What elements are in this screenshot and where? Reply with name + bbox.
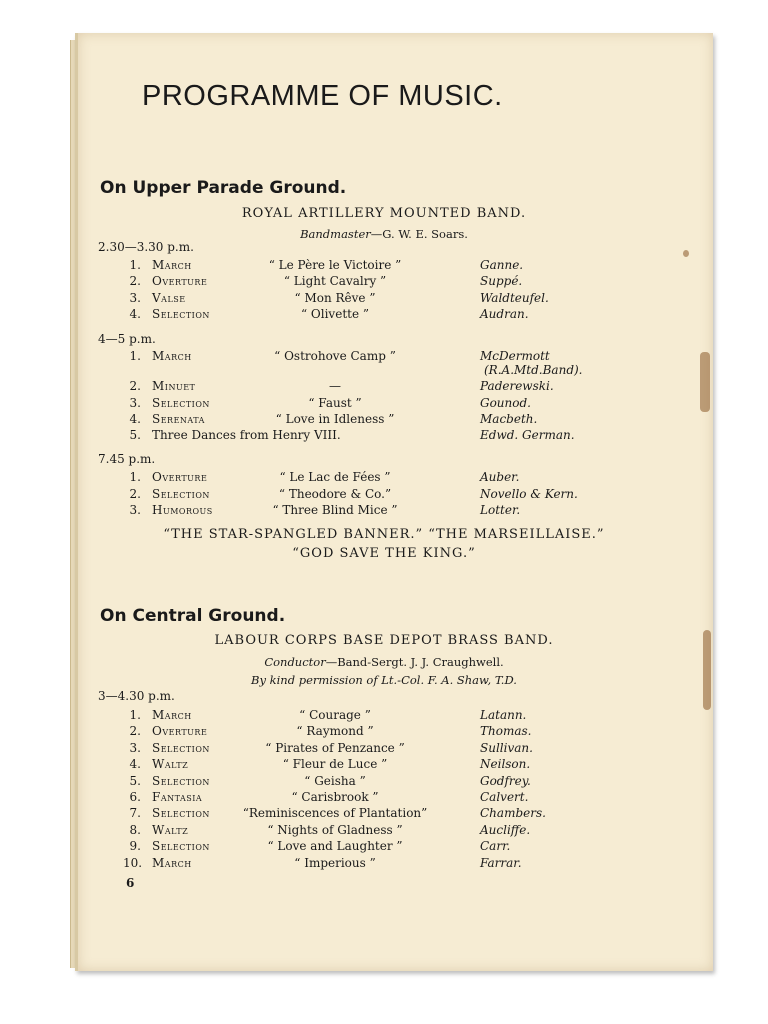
item-number: 2. bbox=[129, 274, 141, 289]
programme-item bbox=[0, 379, 768, 395]
session-time: 3—4.30 p.m. bbox=[98, 689, 175, 703]
page-title: PROGRAMME OF MUSIC. bbox=[142, 80, 503, 112]
item-number: 3. bbox=[129, 395, 141, 410]
item-composer: Audran. bbox=[480, 306, 529, 321]
programme-item bbox=[0, 724, 768, 740]
programme-item bbox=[0, 349, 768, 377]
item-number: 4. bbox=[129, 757, 141, 772]
bandmaster-line: Bandmaster—G. W. E. Soars. bbox=[300, 227, 468, 241]
programme-item bbox=[0, 412, 768, 428]
item-piece: “ Theodore & Co.” bbox=[278, 486, 392, 501]
page-number: 6 bbox=[126, 876, 135, 890]
item-composer: Sullivan. bbox=[480, 740, 533, 755]
section-heading-upper-parade: On Upper Parade Ground. bbox=[100, 178, 347, 198]
item-type: Overture bbox=[152, 724, 208, 739]
item-piece: “ Mon Rêve ” bbox=[294, 290, 376, 305]
programme-item bbox=[0, 470, 768, 486]
item-composer-note: (R.A.Mtd.Band). bbox=[484, 363, 583, 377]
programme-item bbox=[0, 258, 768, 274]
item-piece: “ Nights of Gladness ” bbox=[267, 822, 403, 837]
programme-item bbox=[0, 487, 768, 503]
conductor-line: Conductor—Band-Sergt. J. J. Craughwell. bbox=[264, 655, 504, 669]
item-number: 1. bbox=[129, 708, 141, 722]
item-type: Waltz bbox=[152, 822, 189, 837]
item-composer: Neilson. bbox=[480, 757, 531, 772]
programme-item bbox=[0, 823, 768, 839]
programme-item bbox=[0, 708, 768, 724]
item-piece: “ Love and Laughter ” bbox=[267, 839, 403, 854]
item-composer: Edwd. German. bbox=[480, 428, 575, 443]
item-composer: Latann. bbox=[480, 708, 527, 722]
item-number: 2. bbox=[129, 486, 141, 501]
item-composer: McDermott bbox=[480, 349, 550, 363]
anthems-line: “GOD SAVE THE KING.” bbox=[292, 546, 476, 561]
item-piece: “ Carisbrook ” bbox=[291, 790, 379, 804]
item-piece: “ Love in Idleness ” bbox=[275, 411, 395, 426]
programme-item bbox=[0, 428, 768, 444]
item-piece: “Reminiscences of Plantation” bbox=[242, 806, 428, 821]
item-piece: “ Olivette ” bbox=[300, 306, 370, 321]
programme-item bbox=[0, 291, 768, 307]
item-composer: Calvert. bbox=[480, 790, 529, 804]
session-time: 2.30—3.30 p.m. bbox=[98, 240, 194, 254]
item-composer: Suppé. bbox=[480, 274, 523, 289]
item-number: 1. bbox=[129, 470, 141, 484]
band-name: LABOUR CORPS BASE DEPOT BRASS BAND. bbox=[214, 633, 554, 648]
item-piece: “ Le Père le Victoire ” bbox=[268, 258, 402, 272]
item-number: 7. bbox=[129, 806, 141, 821]
item-composer: Farrar. bbox=[480, 855, 522, 870]
item-type: Waltz bbox=[152, 757, 189, 772]
item-piece: “ Imperious ” bbox=[294, 855, 376, 870]
item-type: Humorous bbox=[152, 503, 213, 517]
item-number: 2. bbox=[129, 724, 141, 739]
band-name: ROYAL ARTILLERY MOUNTED BAND. bbox=[241, 206, 527, 221]
session-time: 4—5 p.m. bbox=[98, 332, 156, 346]
item-number: 6. bbox=[129, 790, 141, 804]
item-type: Overture bbox=[152, 470, 208, 484]
item-piece: “ Three Blind Mice ” bbox=[272, 503, 398, 517]
item-composer: Carr. bbox=[480, 839, 511, 854]
item-number: 5. bbox=[129, 773, 141, 788]
item-piece: “ Fleur de Luce ” bbox=[282, 757, 388, 772]
item-number: 3. bbox=[129, 503, 141, 517]
item-number: 3. bbox=[129, 290, 141, 305]
programme-item bbox=[0, 503, 768, 519]
programme-item bbox=[0, 757, 768, 773]
item-composer: Chambers. bbox=[480, 806, 546, 821]
item-composer: Thomas. bbox=[480, 724, 532, 739]
item-type: Selection bbox=[152, 306, 210, 321]
permission-line: By kind permission of Lt.-Col. F. A. Shaw, T.D. bbox=[251, 673, 517, 687]
item-composer: Novello & Kern. bbox=[480, 486, 578, 501]
programme-item bbox=[0, 741, 768, 757]
item-piece: “ Light Cavalry ” bbox=[283, 274, 387, 289]
item-composer: Lotter. bbox=[480, 503, 521, 517]
item-piece: “ Geisha ” bbox=[304, 773, 366, 788]
item-type: Selection bbox=[152, 839, 210, 854]
programme-item bbox=[0, 790, 768, 806]
item-piece: “ Raymond ” bbox=[296, 724, 374, 739]
programme-item bbox=[0, 806, 768, 822]
stain-mark bbox=[683, 250, 689, 257]
programme-item bbox=[0, 856, 768, 872]
item-piece: “ Ostrohove Camp ” bbox=[274, 349, 396, 363]
item-type: March bbox=[152, 349, 192, 363]
item-composer: Paderewski. bbox=[480, 379, 554, 394]
item-type: March bbox=[152, 708, 192, 722]
item-type: March bbox=[152, 258, 192, 272]
item-type: Overture bbox=[152, 274, 208, 289]
item-piece: “ Pirates of Penzance ” bbox=[265, 740, 405, 755]
item-type: Valse bbox=[152, 290, 186, 305]
item-composer: Ganne. bbox=[480, 258, 524, 272]
item-number: 1. bbox=[129, 349, 141, 363]
item-number: 5. bbox=[129, 428, 141, 443]
item-type: Minuet bbox=[152, 379, 196, 394]
programme-item bbox=[0, 774, 768, 790]
item-type: Selection bbox=[152, 740, 210, 755]
item-composer: Waldteufel. bbox=[480, 290, 549, 305]
item-type: Serenata bbox=[152, 411, 205, 426]
item-type: Fantasia bbox=[152, 790, 203, 804]
item-composer: Auber. bbox=[480, 470, 520, 484]
item-number: 10. bbox=[123, 855, 143, 870]
item-composer: Godfrey. bbox=[480, 773, 531, 788]
programme-item bbox=[0, 839, 768, 855]
item-piece: “ Faust ” bbox=[308, 395, 362, 410]
item-composer: Macbeth. bbox=[480, 411, 538, 426]
item-number: 8. bbox=[129, 822, 141, 837]
item-number: 3. bbox=[129, 740, 141, 755]
item-composer: Aucliffe. bbox=[480, 822, 531, 837]
item-type: Selection bbox=[152, 395, 210, 410]
item-number: 4. bbox=[129, 411, 141, 426]
item-number: 1. bbox=[129, 258, 141, 272]
session-time: 7.45 p.m. bbox=[98, 452, 156, 466]
item-piece: “ Le Lac de Fées ” bbox=[279, 470, 391, 484]
item-type: Selection bbox=[152, 773, 210, 788]
section-heading-central-ground: On Central Ground. bbox=[100, 606, 286, 626]
item-number: 9. bbox=[129, 839, 141, 854]
item-composer: Gounod. bbox=[480, 395, 531, 410]
programme-item bbox=[0, 307, 768, 323]
item-type: March bbox=[152, 855, 192, 870]
item-number: 4. bbox=[129, 306, 141, 321]
item-title: Three Dances from Henry VIII. bbox=[152, 428, 341, 443]
item-number: 2. bbox=[129, 379, 141, 394]
programme-item bbox=[0, 274, 768, 290]
item-piece: “ Courage ” bbox=[299, 708, 371, 722]
item-type: Selection bbox=[152, 806, 210, 821]
item-piece: — bbox=[329, 379, 341, 394]
anthems-line: “THE STAR-SPANGLED BANNER.” “THE MARSEILLAISE.” bbox=[163, 527, 605, 542]
programme-item bbox=[0, 396, 768, 412]
item-type: Selection bbox=[152, 486, 210, 501]
